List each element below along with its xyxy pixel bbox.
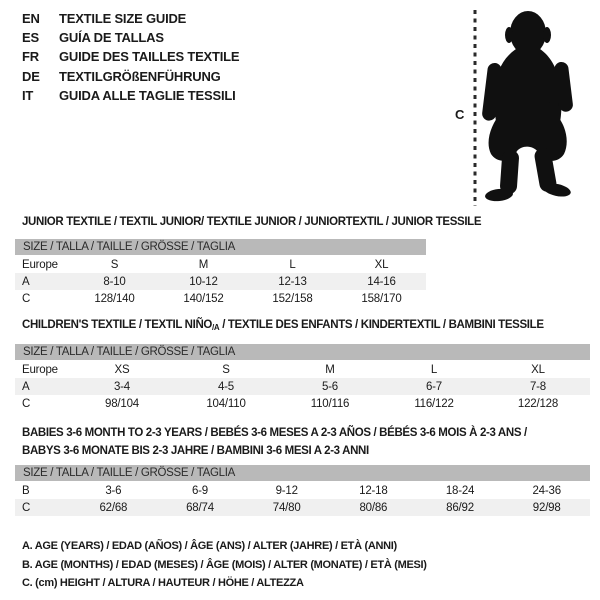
size-cell: 110/116 xyxy=(310,397,350,410)
size-cell: 4-5 xyxy=(217,380,235,393)
size-cell: 158/170 xyxy=(361,292,402,305)
legend-notes xyxy=(22,537,427,593)
children-size-table xyxy=(15,344,590,412)
children-title-post: / TEXTILE DES ENFANTS / KINDERTEXTIL / BAMBINI TESSILE xyxy=(219,319,544,331)
table-row xyxy=(15,499,590,516)
table-row xyxy=(15,395,590,412)
size-cell: 10-12 xyxy=(189,275,218,288)
size-cell: 9-12 xyxy=(275,484,298,497)
language-code: DE xyxy=(22,68,40,84)
language-row xyxy=(22,28,239,47)
language-row xyxy=(22,86,239,105)
language-row xyxy=(22,47,239,66)
size-cell: 12-13 xyxy=(278,275,307,288)
size-cell: 128/140 xyxy=(94,292,135,305)
table-row xyxy=(15,273,426,290)
size-cell: 74/80 xyxy=(272,501,301,514)
table-row xyxy=(15,482,590,499)
row-label: A xyxy=(22,275,30,288)
size-cell: 98/104 xyxy=(105,397,139,410)
size-cell: 5-6 xyxy=(321,380,339,393)
guide-title: TEXTILGRÖßENFÜHRUNG xyxy=(59,68,221,84)
language-row xyxy=(22,9,239,28)
guide-title: GUIDA ALLE TAGLIE TESSILI xyxy=(59,87,236,103)
size-cell: 8-10 xyxy=(103,275,126,288)
row-label: Europe xyxy=(22,363,58,376)
size-cell: 68/74 xyxy=(186,501,214,514)
size-cell: 18-24 xyxy=(445,484,475,497)
size-cell: XL xyxy=(531,363,545,376)
language-code: FR xyxy=(22,49,39,65)
children-title-pre: CHILDREN'S TEXTILE / TEXTIL NIÑO xyxy=(22,319,213,331)
language-row xyxy=(22,67,239,86)
row-label: C xyxy=(22,292,31,305)
language-code: EN xyxy=(22,11,40,27)
size-cell: 152/158 xyxy=(272,292,313,305)
children-title-sub: /A xyxy=(212,323,220,332)
babies-title-line1: BABIES 3-6 MONTH TO 2-3 YEARS / BEBÉS 3-6 MESES A 2-3 AÑOS / BÉBÉS 3-6 MOIS À 2-3 ANS / xyxy=(22,427,527,439)
size-cell: M xyxy=(325,363,335,376)
size-cell: L xyxy=(289,258,296,271)
size-cell: 104/110 xyxy=(206,397,246,410)
size-cell: 80/86 xyxy=(359,501,388,514)
size-cell: 140/152 xyxy=(183,292,224,305)
size-cell: S xyxy=(222,363,230,376)
row-label: A xyxy=(22,380,30,393)
size-header-bar: SIZE / TALLA / TAILLE / GRÖSSE / TAGLIA xyxy=(15,239,426,256)
size-cell: 6-7 xyxy=(425,380,443,393)
babies-title-line2: BABYS 3-6 MONATE BIS 2-3 JAHRE / BAMBINI 3-6 MESI A 2-3 ANNI xyxy=(22,445,369,457)
height-marker-label: C xyxy=(455,107,465,122)
language-header xyxy=(22,9,239,105)
size-cell: 12-18 xyxy=(359,484,388,497)
table-row xyxy=(15,378,590,395)
row-label: B xyxy=(22,484,30,497)
size-cell: 7-8 xyxy=(529,380,547,393)
size-cell: XL xyxy=(374,258,389,271)
legend-note-c: C. (cm) HEIGHT / ALTURA / HAUTEUR / HÖHE / ALTEZZA xyxy=(22,577,304,590)
size-cell: 3-4 xyxy=(113,380,131,393)
size-cell: 62/68 xyxy=(99,501,128,514)
size-cell: 86/92 xyxy=(446,501,474,514)
guide-title: GUIDE DES TAILLES TEXTILE xyxy=(59,49,240,65)
size-cell: 122/128 xyxy=(517,397,559,410)
language-code: ES xyxy=(22,30,39,46)
size-cell: 6-9 xyxy=(191,484,209,497)
size-cell: M xyxy=(198,258,209,271)
guide-title: TEXTILE SIZE GUIDE xyxy=(59,11,187,27)
table-row xyxy=(15,290,426,307)
size-cell: S xyxy=(110,258,119,271)
size-cell: L xyxy=(430,363,438,376)
size-cell: XS xyxy=(114,363,130,376)
table-row xyxy=(15,256,426,273)
guide-title: GUÍA DE TALLAS xyxy=(59,30,164,46)
row-label: C xyxy=(22,501,31,514)
language-code: IT xyxy=(22,87,34,103)
row-label: Europe xyxy=(22,258,58,271)
size-header-bar: SIZE / TALLA / TAILLE / GRÖSSE / TAGLIA xyxy=(15,344,590,361)
size-cell: 3-6 xyxy=(105,484,122,497)
size-cell: 92/98 xyxy=(532,501,561,514)
size-header-bar: SIZE / TALLA / TAILLE / GRÖSSE / TAGLIA xyxy=(15,465,590,482)
babies-table-title xyxy=(22,424,527,460)
children-table-title xyxy=(22,319,544,332)
toddler-silhouette xyxy=(481,11,573,202)
junior-table-title: JUNIOR TEXTILE / TEXTIL JUNIOR/ TEXTILE JUNIOR / JUNIORTEXTIL / JUNIOR TESSILE xyxy=(22,216,482,228)
size-cell: 14-16 xyxy=(367,275,396,288)
legend-note-a: A. AGE (YEARS) / EDAD (AÑOS) / ÂGE (ANS) / ALTER (JAHRE) / ETÀ (ANNI) xyxy=(22,540,397,552)
size-cell: 116/122 xyxy=(414,397,454,410)
table-row xyxy=(15,361,590,378)
size-cell: 24-36 xyxy=(532,484,561,497)
row-label: C xyxy=(22,397,31,410)
babies-size-table xyxy=(15,465,590,516)
junior-size-table xyxy=(15,239,426,307)
legend-note-b: B. AGE (MONTHS) / EDAD (MESES) / ÂGE (MOIS) / ALTER (MONATE) / ETÀ (MESI) xyxy=(22,558,427,571)
